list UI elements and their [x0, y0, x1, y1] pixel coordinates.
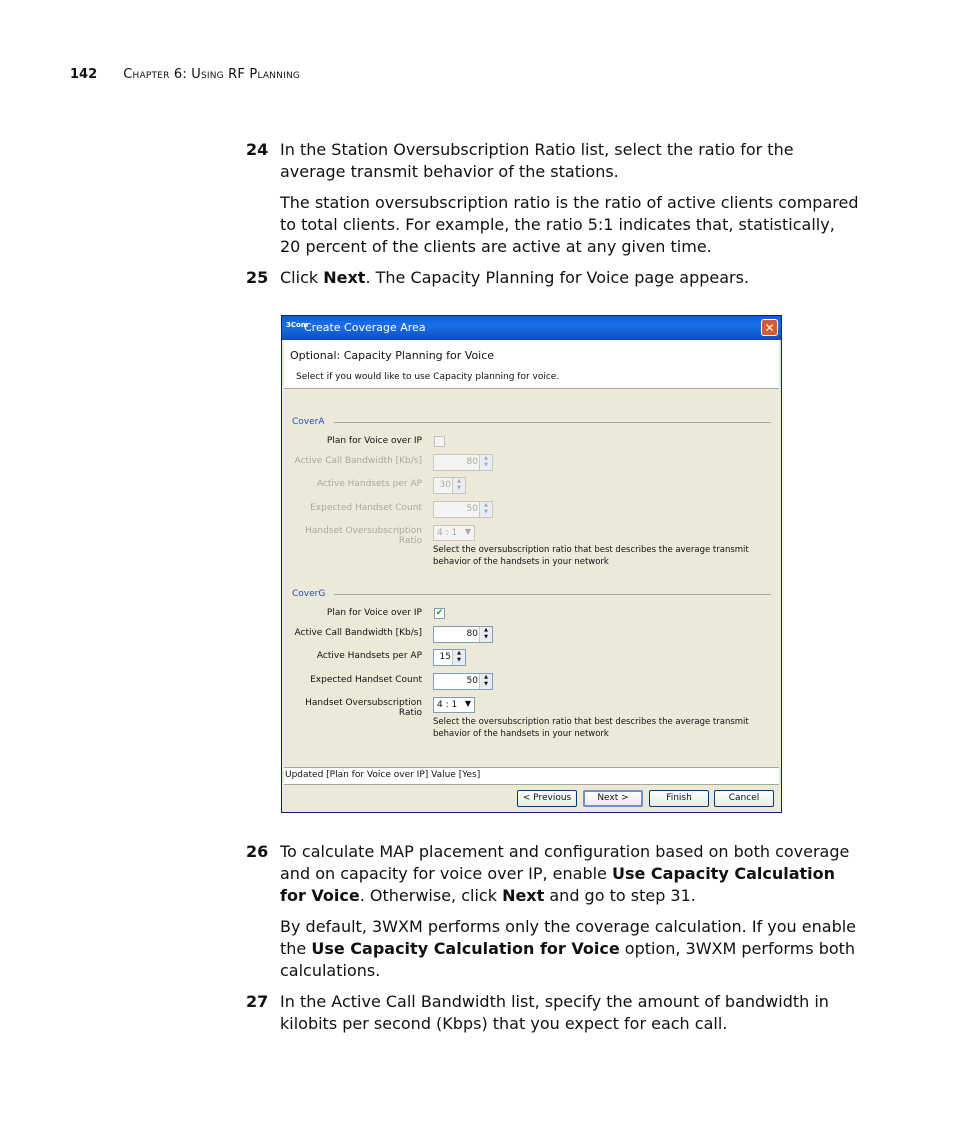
cover-a-ratio-select[interactable]: [433, 525, 475, 541]
page-header: [70, 67, 300, 82]
spinner-arrows-icon[interactable]: ▲ ▼: [479, 455, 492, 470]
bandwidth-label: Active Call Bandwidth [Kb/s]: [294, 456, 422, 466]
step-number: 27: [246, 992, 269, 1011]
select-value: 4 : 1: [437, 700, 458, 710]
dialog-title: Create Coverage Area: [304, 321, 426, 334]
dialog-heading: Optional: Capacity Planning for Voice: [290, 349, 495, 362]
count-label: Expected Handset Count: [310, 503, 422, 513]
title-bar: [282, 316, 781, 340]
handsets-label: Active Handsets per AP: [316, 651, 422, 661]
cover-a-plan-checkbox[interactable]: [434, 436, 445, 447]
spinner-value: 50: [466, 504, 478, 514]
close-icon[interactable]: ✕: [761, 319, 778, 336]
group-cover-g: CoverG: [292, 589, 326, 599]
step-26-paragraph: [280, 916, 860, 982]
status-bar: [284, 767, 779, 785]
step-number: 24: [246, 140, 269, 159]
step-text: [280, 841, 860, 907]
spinner-arrows-icon[interactable]: ▲ ▼: [479, 674, 492, 689]
text-run: Click: [280, 268, 324, 287]
cover-g-plan-checkbox[interactable]: [434, 608, 445, 619]
bold-run: Use Capacity Calculation for Voice: [311, 939, 620, 958]
spinner-value: 50: [466, 676, 478, 686]
dialog-header-panel: [284, 340, 779, 389]
text-run: To calculate MAP placement and configuration based on both coverage and on capacity for voice over IP, enable: [280, 842, 850, 883]
step-24-paragraph: The station oversubscription ratio is the ratio of active clients compared to total clients. For example, the ratio 5:1 indicates that, statistically, 20 percent of the clients are active at any given time.: [280, 193, 859, 256]
group-cover-a: CoverA: [292, 417, 325, 427]
step-text: In the Active Call Bandwidth list, specify the amount of bandwidth in kilobits per second (Kbps) that you expect for each call.: [280, 992, 829, 1033]
ratio-help-text: Select the oversubscription ratio that best describes the average transmit behavior of the handsets in your network: [433, 545, 749, 567]
step-text: In the Station Oversubscription Ratio list, select the ratio for the average transmit behavior of the stations.: [280, 140, 794, 181]
chevron-down-icon: ▼: [464, 699, 471, 708]
cover-g-ratio-select[interactable]: [433, 697, 475, 713]
dialog-subheading: Select if you would like to use Capacity planning for voice.: [296, 372, 560, 382]
divider: [334, 422, 771, 423]
cancel-button[interactable]: Cancel: [714, 790, 774, 807]
divider: [334, 594, 771, 595]
spinner-value: 80: [466, 629, 478, 639]
text-run: option, 3WXM performs both calculations.: [280, 939, 856, 980]
previous-button[interactable]: < Previous: [517, 790, 577, 807]
count-label: Expected Handset Count: [310, 675, 422, 685]
ratio-label: Handset Oversubscription Ratio: [305, 698, 422, 718]
spinner-value: 30: [439, 480, 451, 490]
step-text: [280, 267, 860, 289]
text-run: . Otherwise, click: [359, 886, 503, 905]
spinner-value: 80: [466, 457, 478, 467]
spinner-value: 15: [439, 652, 451, 662]
cover-a-handsets-spinner[interactable]: [433, 477, 466, 494]
cover-g-handsets-spinner[interactable]: [433, 649, 466, 666]
spinner-arrows-icon[interactable]: ▲ ▼: [452, 650, 465, 665]
chapter-title: Chapter 6: Using RF Planning: [123, 67, 301, 82]
bold-run: Next: [323, 268, 366, 287]
app-icon: 3Com: [286, 321, 309, 329]
finish-button[interactable]: Finish: [649, 790, 709, 807]
chevron-down-icon: ▼: [464, 527, 471, 536]
cover-a-bandwidth-spinner[interactable]: [433, 454, 493, 471]
step-number: 25: [246, 268, 269, 287]
cover-a-count-spinner[interactable]: [433, 501, 493, 518]
spinner-arrows-icon[interactable]: ▲ ▼: [452, 478, 465, 493]
plan-voice-label: Plan for Voice over IP: [326, 436, 422, 446]
spinner-arrows-icon[interactable]: ▲ ▼: [479, 627, 492, 642]
cover-g-count-spinner[interactable]: [433, 673, 493, 690]
cover-g-bandwidth-spinner[interactable]: [433, 626, 493, 643]
checkmark-icon: ✔: [435, 608, 444, 618]
text-run: By default, 3WXM performs only the coverage calculation. If you enable the: [280, 917, 857, 958]
status-text: Updated [Plan for Voice over IP] Value [Yes]: [285, 770, 481, 780]
text-run: and go to step 31.: [544, 886, 696, 905]
bold-run: Next: [502, 886, 545, 905]
ratio-label: Handset Oversubscription Ratio: [305, 526, 422, 546]
next-button[interactable]: Next >: [583, 790, 643, 807]
handsets-label: Active Handsets per AP: [316, 479, 422, 489]
select-value: 4 : 1: [437, 528, 458, 538]
page-number: 142: [70, 67, 98, 82]
plan-voice-label: Plan for Voice over IP: [326, 608, 422, 618]
bold-run: Use Capacity Calculation for Voice: [280, 864, 836, 905]
step-number: 26: [246, 842, 269, 861]
spinner-arrows-icon[interactable]: ▲ ▼: [479, 502, 492, 517]
bandwidth-label: Active Call Bandwidth [Kb/s]: [294, 628, 422, 638]
text-run: . The Capacity Planning for Voice page appears.: [365, 268, 750, 287]
create-coverage-area-dialog: [281, 315, 782, 813]
ratio-help-text: Select the oversubscription ratio that best describes the average transmit behavior of the handsets in your network: [433, 717, 749, 739]
